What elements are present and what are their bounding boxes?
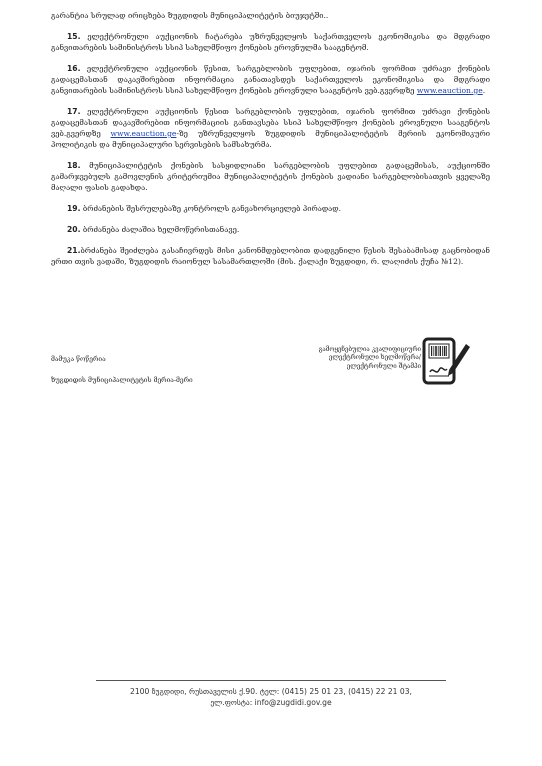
paragraph-intro: [51, 10, 490, 21]
paragraph-number: 17.: [67, 107, 81, 116]
paragraph-number: 16.: [67, 64, 81, 73]
eauction-link[interactable]: www.eauction.ge: [416, 86, 483, 95]
paragraph-number: 15.: [67, 32, 81, 41]
electronic-signature-note: [296, 346, 421, 371]
paragraph-number: 19.: [67, 204, 81, 213]
signatory-position: ზუგდიდის მუნიციპალიტეტის მერია-მერი: [51, 376, 193, 384]
footer-divider: [96, 680, 446, 681]
order-body: [51, 10, 490, 277]
paragraph-text-after: .: [482, 86, 486, 95]
paragraph-21: [51, 245, 490, 267]
paragraph-text: ბრძანება შეიძლება გასაჩივრდეს მისი კანონმდებლობით დადგენილი წესის შესაბამისად გაცნობიდან ერთი თვის ვადაში, ზუგდიდის რაიონულ სასამართლოში (მის. ქალაქი ზუგდიდი, რ. ლაღიძის ქუჩა №12).: [51, 246, 490, 266]
footer-address: 2100 ზუგდიდი, რუსთაველის ქ.90. ტელ: (0415) 25 01 23, (0415) 22 21 03,: [130, 687, 412, 696]
paragraph-text: მუნიციპალიტეტის ქონების სასყიდლიანი სარგებლობის უფლებით გადაცემისას, აუქციონში გამარჯვებულს გამოვლენის კრიტერიუმია მუნიციპალიტეტის ქონების ვადიანი სარგებლობისათვის ყველაზე მაღალი ფასის გადახდა.: [51, 161, 490, 192]
signature-note-line: გამოყენებულია კვალიფიციური: [318, 346, 421, 353]
paragraph-text: ელექტრონული აუქციონის წესით, სარგებლობის უფლებით, იჯარის ფორმით უძრავი ქონების გადაცემასთან დაკავშირებით ინფორმაცია განათავსდეს საქართველოს ეკონომიკისა და მდგრადი განვითარების სამინისტროს სსიპ სახელმწიფო ქონების ეროვნული სააგენტოს ვებ.გვერდზე: [51, 64, 490, 95]
signature-note-line: ელექტრონული შტამპი: [346, 362, 421, 370]
paragraph-number: 18.: [67, 161, 81, 170]
paragraph-text: ბრძანება ძალაშია ხელმოწერისთანავე.: [80, 225, 240, 234]
paragraph-number: 20.: [67, 225, 81, 234]
signatory-name: მამუკა წოწერია: [51, 355, 106, 363]
paragraph-text-after: -ზე უზრუნველყოს ზუგდიდის მუნიციპალიტეტის მერიის ეკონომიკური პოლიტიკის და მუნიციპალური სერვისების სამსახურმა.: [51, 129, 490, 149]
paragraph-text: გარანტია სრულად ირიცხება ზუგდიდის მუნიციპალიტეტის ბიუჯეტში..: [51, 11, 329, 20]
footer-email: ელ.ფოსტა: info@zugdidi.gov.ge: [210, 698, 332, 707]
footer-contacts: [60, 686, 482, 708]
paragraph-15: [51, 31, 490, 53]
paragraph-number: 21.: [67, 246, 81, 255]
barcode-signature-icon: [421, 336, 473, 386]
paragraph-text: ბრძანების შესრულებაზე კონტროლს განვახორციელებ პირადად.: [80, 204, 342, 213]
paragraph-17: [51, 106, 490, 150]
paragraph-text: ელექტრონული აუქციონის წესით სარგებლობის უფლებით, იჯარის ფორმით უძრავი ქონების გადაცემასთან დაკავშირებით ინფორმაციის განთავსება სსიპ სახელმწიფო ქონების ეროვნული სააგენტოს ვებ.გვერდზე: [51, 107, 490, 138]
paragraph-text: ელექტრონული აუქციონის ჩატარება უზრუნველყოს საქართველოს ეკონომიკისა და მდგრადი განვითარების სამინისტროს სსიპ სახელმწიფო ქონების ეროვნულმა სააგენტომ.: [51, 32, 490, 52]
signature-note-line: ელექტრონული ხელმოწერა/: [328, 354, 421, 362]
paragraph-19: [51, 203, 490, 214]
paragraph-20: [51, 224, 490, 235]
paragraph-18: [51, 160, 490, 193]
paragraph-16: [51, 63, 490, 96]
eauction-link[interactable]: www.eauction.ge: [110, 129, 177, 138]
